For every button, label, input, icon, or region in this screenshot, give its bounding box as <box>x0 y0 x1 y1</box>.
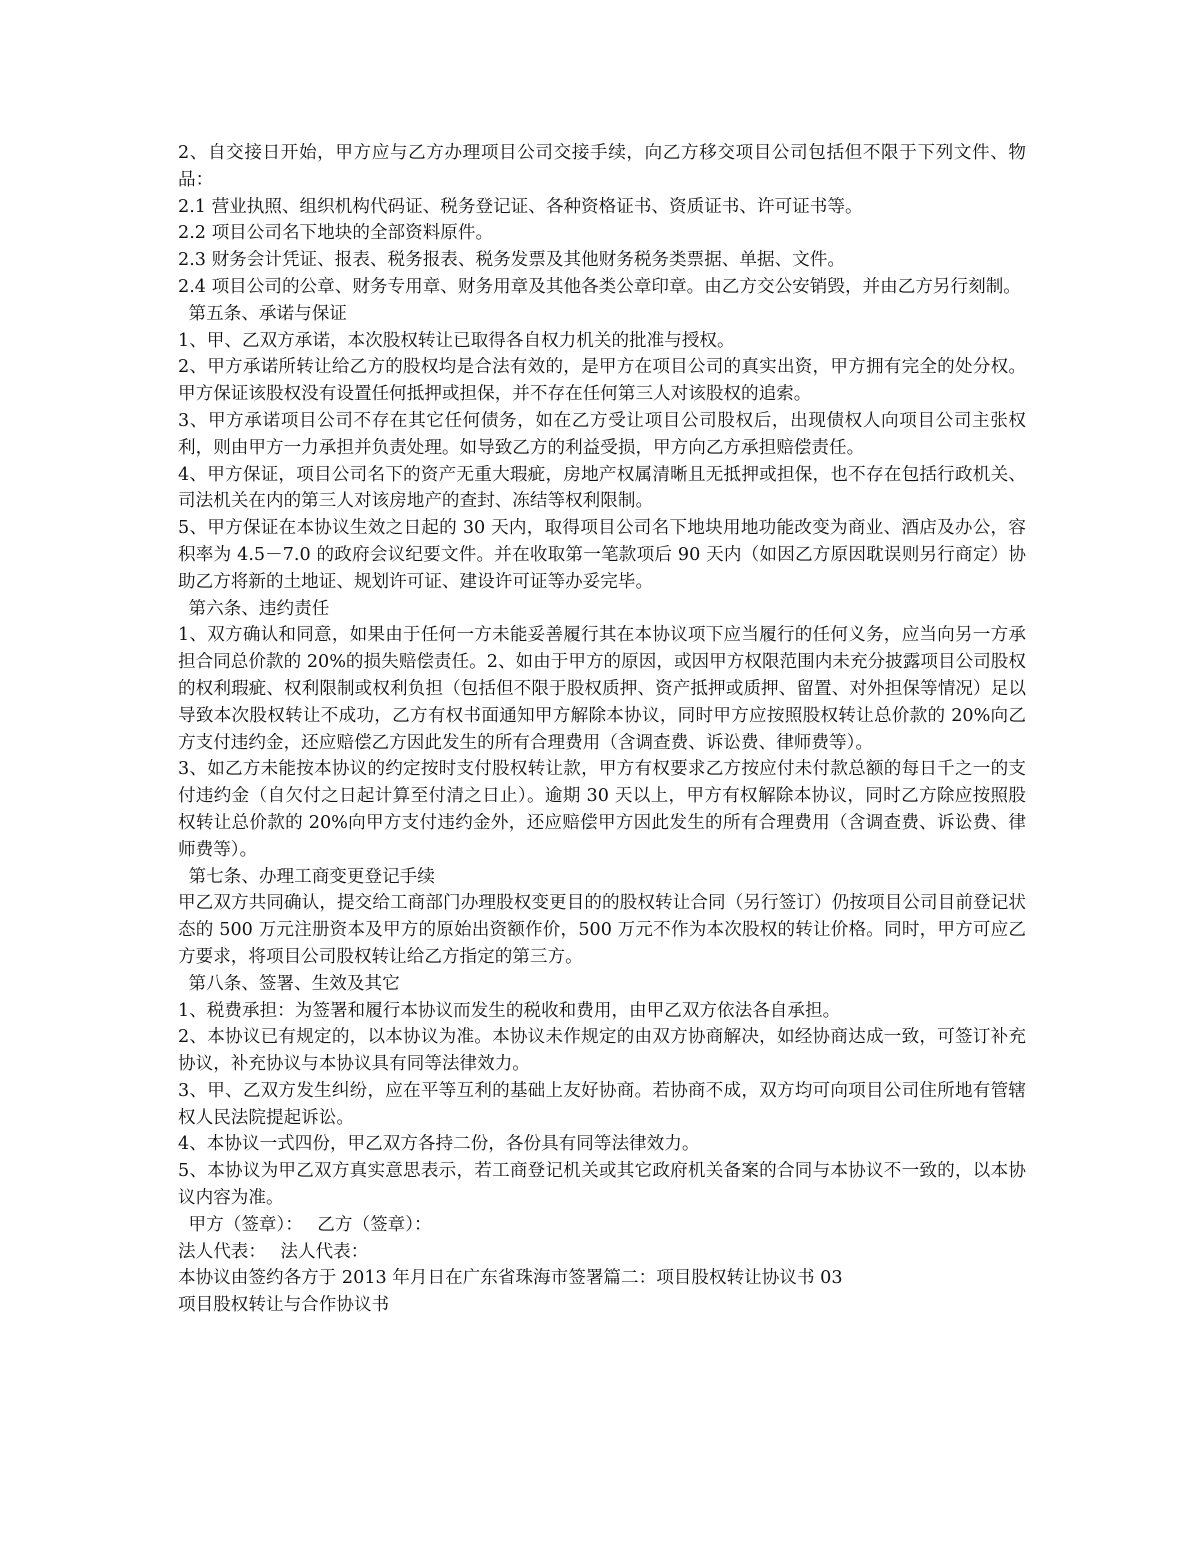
paragraph: 2、本协议已有规定的，以本协议为准。本协议未作规定的由双方协商解决，如经协商达成一致，可签订补充协议，补充协议与本协议具有同等法律效力。 <box>178 1027 1026 1075</box>
paragraph: 4、甲方保证，项目公司名下的资产无重大瑕疵，房地产权属清晰且无抵押或担保，也不存在包括行政机关、司法机关在内的第三人对该房地产的查封、冻结等权利限制。 <box>178 464 1026 512</box>
section-heading: 第五条、承诺与保证 <box>188 303 347 324</box>
section-heading: 第六条、违约责任 <box>188 598 330 619</box>
paragraph: 2.3 财务会计凭证、报表、税务报表、税务发票及其他财务税务类票据、单据、文件。 <box>178 250 845 271</box>
signature-line-representative: 法人代表： 法人代表： <box>178 1241 369 1262</box>
next-document-title: 项目股权转让与合作协议书 <box>178 1295 390 1316</box>
paragraph: 5、甲方保证在本协议生效之日起的 30 天内，取得项目公司名下地块用地功能改变为商业、酒店及办公，容积率为 4.5－7.0 的政府会议纪要文件。并在收取第一笔款项后 90 天内（如因乙方原因耽误则另行商定）协助乙方将新的土地证、规划许可证、建设许可证等办妥完毕。 <box>178 518 1026 592</box>
paragraph: 甲乙双方共同确认，提交给工商部门办理股权变更目的的股权转让合同（另行签订）仍按项目公司目前登记状态的 500 万元注册资本及甲方的原始出资额作价，500 万元不作为本次股权的转让价格。同时，甲方可应乙方要求，将项目公司股权转让给乙方指定的第三方。 <box>178 893 1026 967</box>
paragraph: 3、甲方承诺项目公司不存在其它任何债务，如在乙方受让项目公司股权后，出现债权人向项目公司主张权利，则由甲方一力承担并负责处理。如导致乙方的利益受损，甲方向乙方承担赔偿责任。 <box>178 410 1026 458</box>
paragraph: 4、本协议一式四份，甲乙双方各持二份，各份具有同等法律效力。 <box>178 1134 700 1155</box>
paragraph: 3、如乙方未能按本协议的约定按时支付股权转让款，甲方有权要求乙方按应付未付款总额的每日千之一的支付违约金（自欠付之日起计算至付清之日止）。逾期 30 天以上，甲方有权解除本协议，同时乙方除应按照股权转让总价款的 20%向甲方支付违约金外，还应赔偿甲方因此发生的所有合理费用（含调查费、诉讼费、律师费等）。 <box>178 759 1026 860</box>
paragraph: 3、甲、乙双方发生纠纷，应在平等互利的基础上友好协商。若协商不成，双方均可向项目公司住所地有管辖权人民法院提起诉讼。 <box>178 1080 1026 1128</box>
paragraph: 5、本协议为甲乙双方真实意思表示，若工商登记机关或其它政府机关备案的合同与本协议不一致的，以本协议内容为准。 <box>178 1161 1026 1209</box>
paragraph: 2.2 项目公司名下地块的全部资料原件。 <box>178 223 494 244</box>
paragraph: 1、税费承担：为签署和履行本协议而发生的税收和费用，由甲乙双方依法各自承担。 <box>178 1000 841 1021</box>
signing-statement: 本协议由签约各方于 2013 年月日在广东省珠海市签署篇二：项目股权转让协议书 03 <box>178 1268 843 1289</box>
document-page <box>178 140 1026 1319</box>
section-heading: 第八条、签署、生效及其它 <box>188 973 400 994</box>
paragraph: 2、自交接日开始，甲方应与乙方办理项目公司交接手续，向乙方移交项目公司包括但不限于下列文件、物品： <box>178 143 1026 190</box>
section-heading: 第七条、办理工商变更登记手续 <box>188 866 435 887</box>
paragraph: 1、双方确认和同意，如果由于任何一方未能妥善履行其在本协议项下应当履行的任何义务，应当向另一方承担合同总价款的 20%的损失赔偿责任。2、如由于甲方的原因，或因甲方权限范围内未充分披露项目公司股权的权利瑕疵、权利限制或权利负担（包括但不限于股权质押、资产抵押或质押、留置、对外担保等情况）足以导致本次股权转让不成功，乙方有权书面通知甲方解除本协议，同时甲方应按照股权转让总价款的 20%向乙方支付违约金，还应赔偿乙方因此发生的所有合理费用（含调查费、诉讼费、律师费等）。 <box>178 625 1026 753</box>
paragraph: 1、甲、乙双方承诺，本次股权转让已取得各自权力机关的批准与授权。 <box>178 330 735 351</box>
signature-line-seal: 甲方（签章）： 乙方（签章）： <box>188 1214 432 1235</box>
paragraph: 2.4 项目公司的公章、财务专用章、财务用章及其他各类公章印章。由乙方交公安销毁，并由乙方另行刻制。 <box>178 276 1021 297</box>
paragraph: 2.1 营业执照、组织机构代码证、税务登记证、各种资格证书、资质证书、许可证书等。 <box>178 196 863 217</box>
paragraph: 2、甲方承诺所转让给乙方的股权均是合法有效的，是甲方在项目公司的真实出资，甲方拥有完全的处分权。甲方保证该股权没有设置任何抵押或担保，并不存在任何第三人对该股权的追索。 <box>178 357 1026 405</box>
